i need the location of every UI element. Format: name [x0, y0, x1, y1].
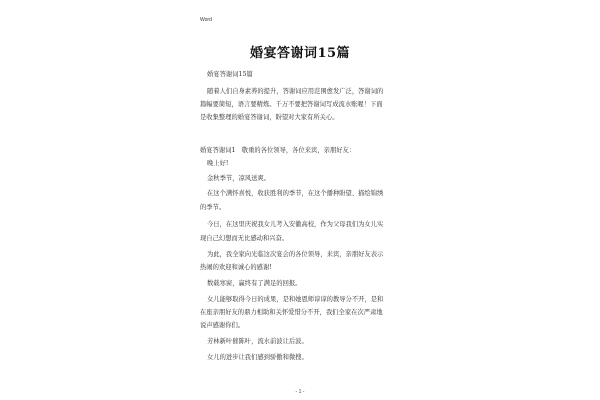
paragraph-line: 今日，在这里庆祝我女儿考入安徽高校，作为父母我们为女儿实 — [207, 221, 384, 228]
paragraph-line: 为此，我全家向光临这次宴会的各位领导，来宾，亲朋好友表示 — [207, 251, 384, 258]
document-title: 婚宴答谢词15篇 — [249, 46, 351, 61]
header-label: Word — [200, 17, 212, 23]
paragraph-line: 篇幅要简短，语言要精炼。千万不要把答谢词写成流水账喔！下面 — [200, 101, 383, 108]
page-number: - 1 - — [295, 389, 305, 395]
paragraph-line: 说声感谢你们。 — [200, 322, 245, 329]
paragraph-line: 是收集整理的婚宴答谢词，盼望对大家有所关心。 — [200, 114, 339, 121]
paragraph-line: 晚上好! — [207, 160, 229, 167]
paragraph-line: 芳林新叶催陈叶，流水前波让后波。 — [207, 338, 308, 345]
paragraph-line: 的季节。 — [200, 204, 226, 211]
paragraph-line: 婚宴答谢词15篇 — [207, 71, 253, 78]
paragraph-line: 现自己幻想而无比感动和兴奋。 — [200, 235, 289, 242]
paragraph-line: 女儿能够取得今日的成果，是和她恩师谆谆的教导分不开，是和 — [207, 296, 384, 303]
paragraph-line: 婚宴答谢词1 敬重的各位领导，各位来宾，亲朋好友： — [200, 147, 356, 154]
paragraph-line: 随着人们自身素养的提升，答谢词应用范围愈发广泛，答谢词的 — [207, 88, 384, 95]
paragraph-line: 热闹的欢迎和诚心的感谢! — [200, 264, 272, 271]
paragraph-line: 在这个满怀喜悦，收获胜利的季节，在这个播种盼望、描绘锦绣 — [207, 190, 384, 197]
paragraph-line: 在座亲朋好友的鼎力相助和关怀爱惜分不开，我们全家在次严肃地 — [200, 309, 383, 316]
paragraph-line: 女儿的进步让我们感到骄傲和微搜。 — [207, 354, 308, 361]
paragraph-line: 金秋季节，凉风送爽。 — [207, 175, 270, 182]
paragraph-line: 数载寒窗，赢终有了满足的回报。 — [207, 280, 302, 287]
